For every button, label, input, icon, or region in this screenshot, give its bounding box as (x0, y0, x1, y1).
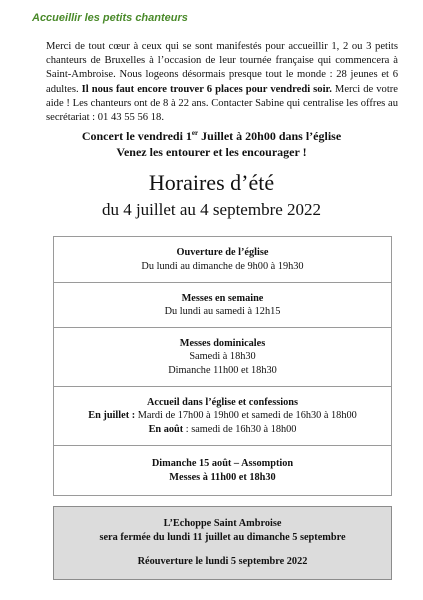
schedule-item-sunday-mass (54, 328, 391, 387)
shop-notice-box (53, 506, 392, 580)
concert-ordinal-sup: er (191, 129, 199, 137)
august-label: En août (148, 423, 184, 435)
schedule-item-line: Du lundi au samedi à 12h15 (164, 306, 281, 317)
schedule-item-line (54, 409, 391, 423)
page-title: Horaires d’été (148, 170, 275, 195)
schedule-item-title: Accueil dans l’église et confessions (146, 396, 298, 408)
section-heading: Accueillir les petits chanteurs (32, 12, 188, 24)
concert-line-1-end: Juillet à 20h00 dans l’église (198, 129, 342, 143)
schedule-table (53, 236, 392, 496)
schedule-item-opening (54, 237, 391, 283)
schedule-item-title: Messes en semaine (181, 292, 264, 304)
schedule-item-line: Messes à 11h00 et 18h30 (169, 471, 276, 483)
schedule-item-line (54, 423, 391, 437)
intro-text-before: Merci de tout cœur à ceux qui se sont manifestés pour accueillir 1, 2 ou 3 petits chanteurs de Bruxelles à l’occasion de leur tournée française qui commencera à Saint-Ambroise. Nous logeons désormais presque tout le monde : 28 jeunes et 6 adultes. (46, 41, 398, 95)
july-label: En juillet : (88, 410, 136, 422)
shop-name: L’Echoppe Saint Ambroise (163, 518, 282, 529)
shop-reopening: Réouverture le lundi 5 septembre 2022 (137, 556, 308, 567)
intro-bold-appeal: Il nous faut encore trouver 6 places pour vendredi soir. (81, 83, 332, 95)
schedule-item-line: Dimanche 11h00 et 18h30 (168, 364, 277, 376)
july-text: Mardi de 17h00 à 19h00 et samedi de 16h30 à 18h00 (135, 410, 357, 422)
notice-spacer (54, 545, 391, 555)
intro-paragraph (46, 40, 398, 125)
concert-announcement (0, 125, 423, 160)
shop-closure: sera fermée du lundi 11 juillet au dimanche 5 septembre (99, 532, 346, 543)
schedule-item-title: Dimanche 15 août – Assomption (151, 458, 294, 469)
august-text: : samedi de 16h30 à 18h00 (183, 423, 297, 435)
concert-line-1 (0, 125, 423, 144)
schedule-item-assumption (54, 446, 391, 495)
schedule-item-title: Messes dominicales (179, 337, 266, 349)
schedule-item-confessions (54, 387, 391, 446)
schedule-item-weekday-mass (54, 283, 391, 328)
page-subtitle: du 4 juillet au 4 septembre 2022 (101, 200, 322, 219)
concert-line-1-start: Concert le vendredi 1 (81, 129, 192, 143)
concert-line-2: Venez les entourer et les encourager ! (116, 145, 307, 159)
schedule-item-line: Samedi à 18h30 (189, 351, 256, 363)
schedule-item-title: Ouverture de l’église (176, 247, 269, 258)
intro-text-after: Merci de votre aide ! Les chanteurs ont de 8 à 22 ans. Contacter Sabine qui centralise les offres au secrétariat : 01 43 55 56 18. (46, 83, 398, 124)
schedule-item-line: Du lundi au dimanche de 9h00 à 19h30 (141, 260, 304, 272)
